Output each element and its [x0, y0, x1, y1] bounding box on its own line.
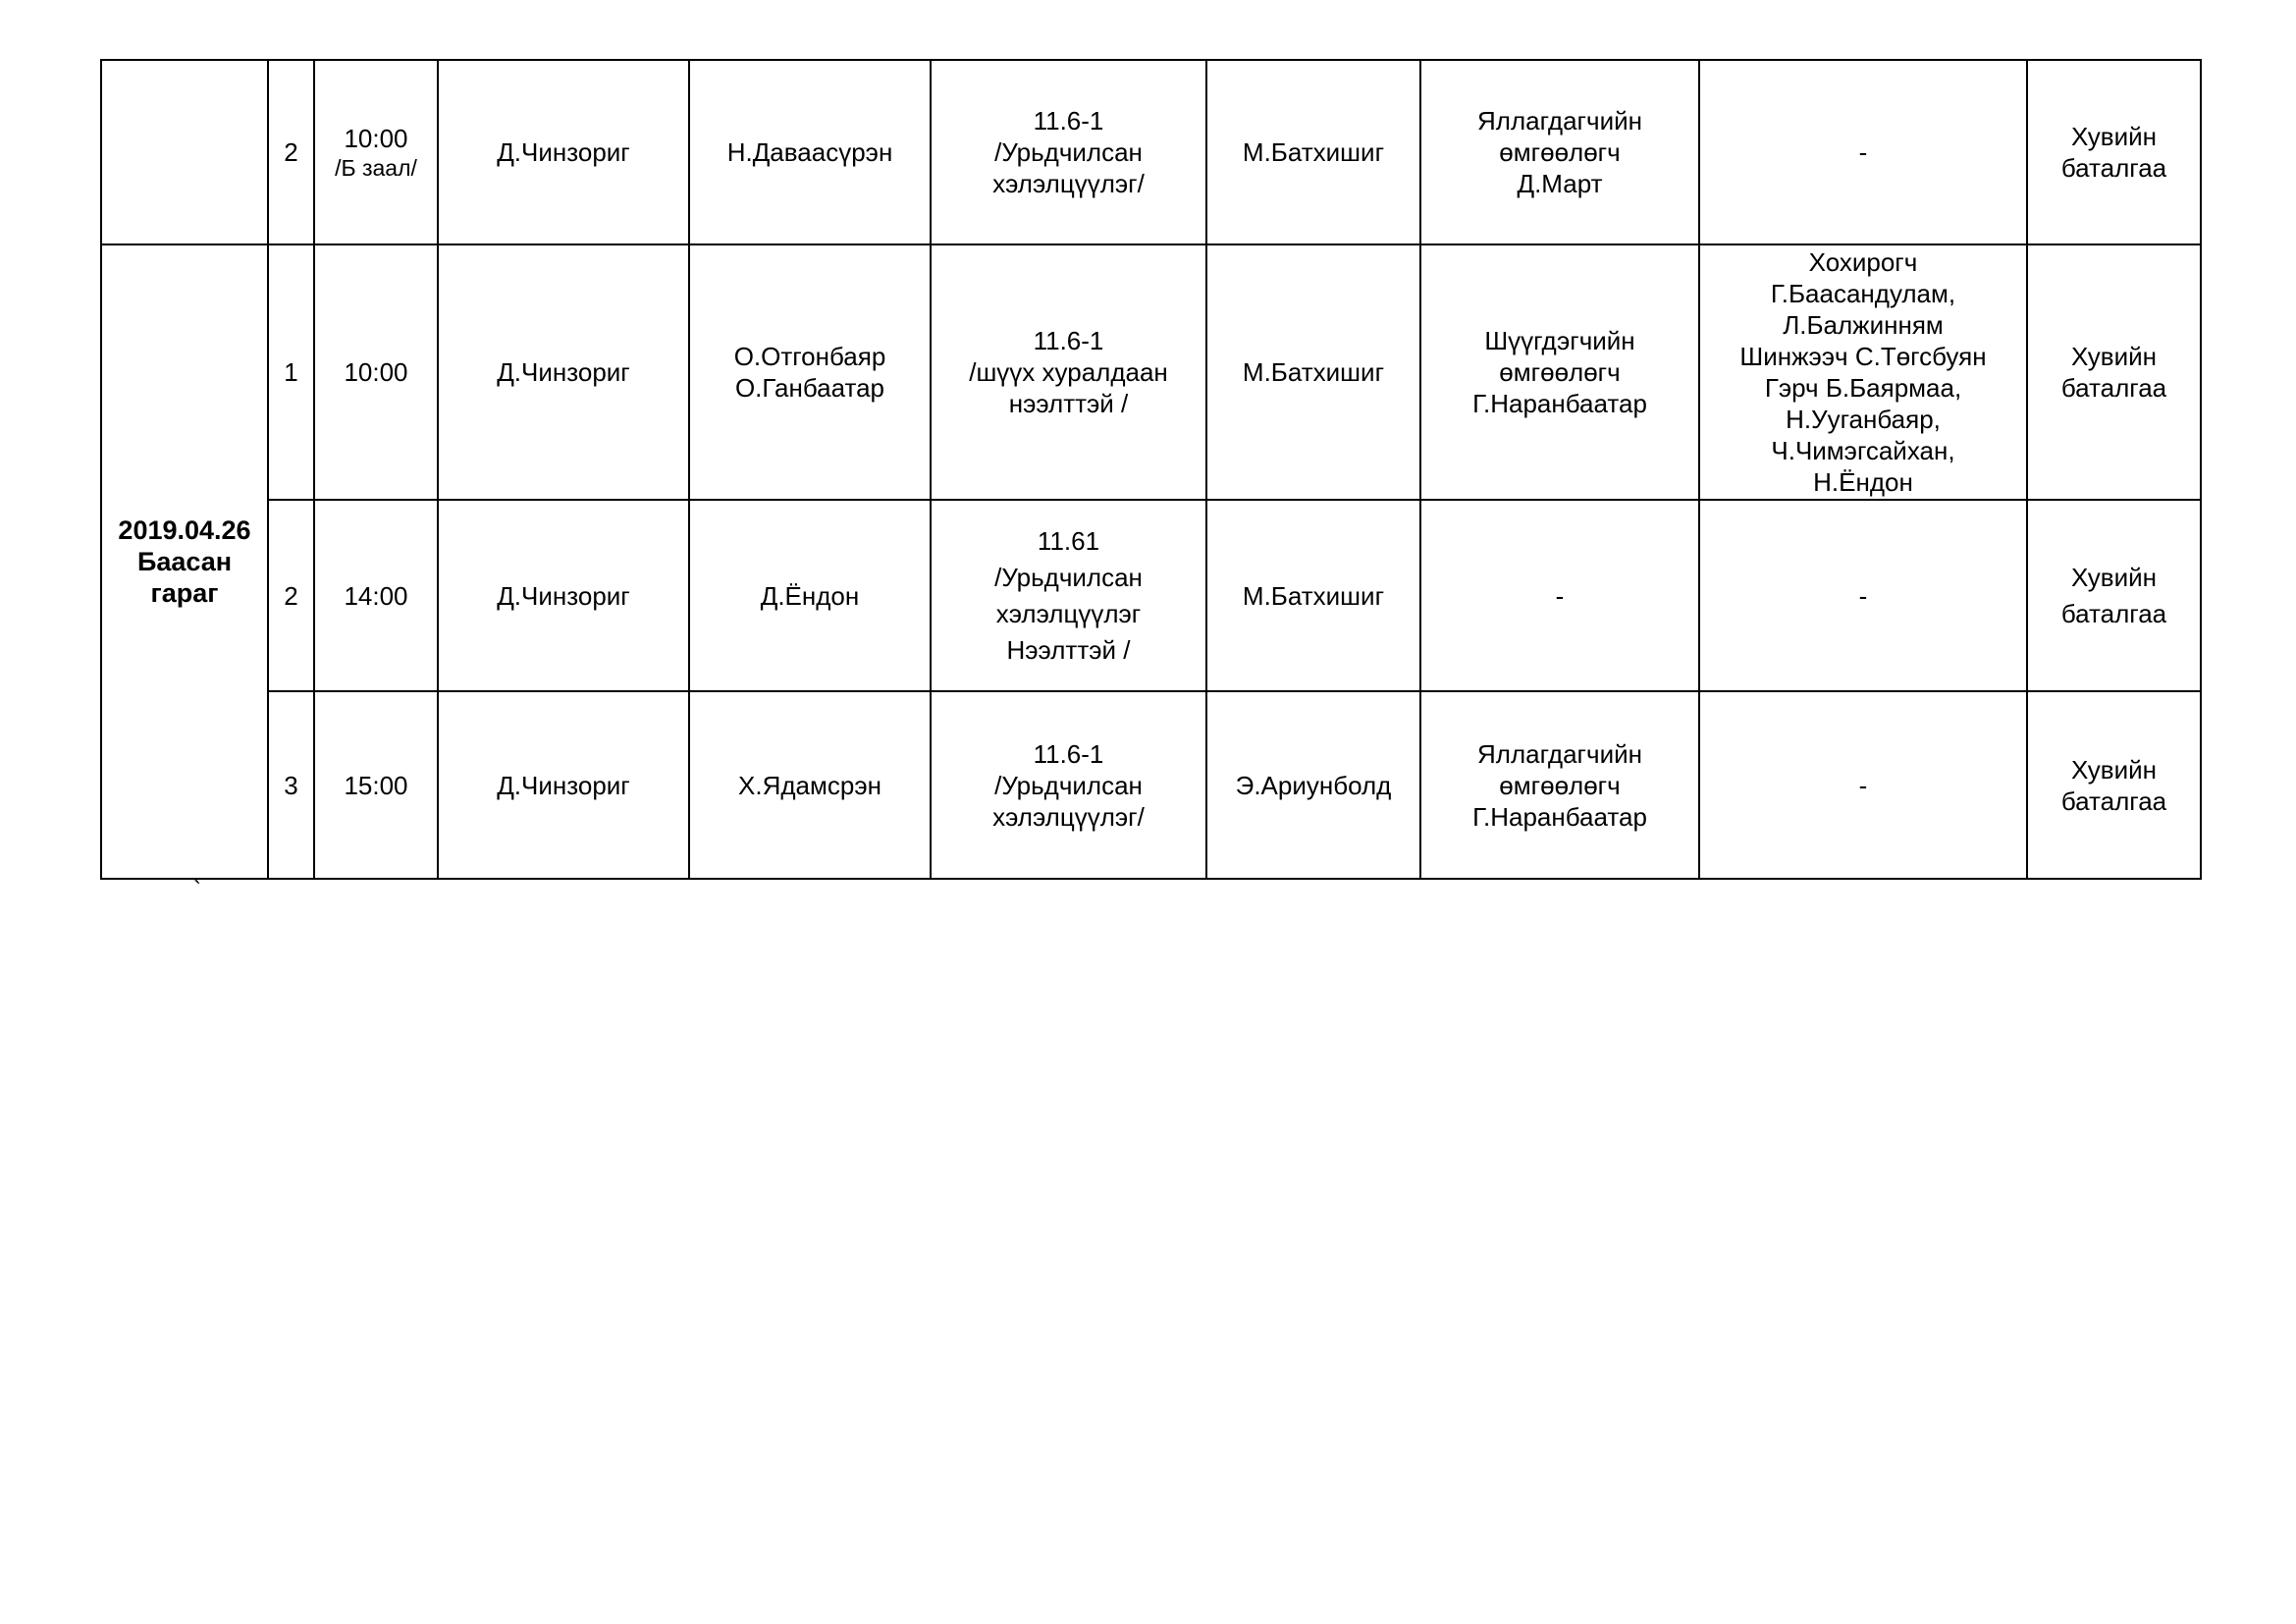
prosecutor-name: Э.Ариунболд [1206, 691, 1420, 879]
defendant-names: Д.Ёндон [689, 500, 931, 691]
defendant-names: О.Отгонбаяр О.Ганбаатар [689, 244, 931, 500]
table-row [101, 500, 2201, 691]
hearing-time: 15:00 [314, 691, 438, 879]
preventive-measure: Хувийн баталгаа [2027, 691, 2201, 879]
prosecutor-name: М.Батхишиг [1206, 244, 1420, 500]
lawyer-info: - [1420, 500, 1699, 691]
defendant-names: Н.Даваасүрэн [689, 60, 931, 244]
lawyer-info: Шүүгдэгчийн өмгөөлөгч Г.Наранбаатар [1420, 244, 1699, 500]
hearing-time: 10:00 [314, 244, 438, 500]
case-number: 2 [268, 60, 314, 244]
preventive-measure: Хувийн баталгаа [2027, 60, 2201, 244]
table-row [101, 60, 2201, 244]
participants-info: - [1699, 60, 2027, 244]
table-row [101, 691, 2201, 879]
preventive-measure: Хувийн баталгаа [2027, 500, 2201, 691]
lawyer-info: Яллагдагчийн өмгөөлөгч Г.Наранбаатар [1420, 691, 1699, 879]
hearing-time: 14:00 [314, 500, 438, 691]
case-number: 2 [268, 500, 314, 691]
judge-name: Д.Чинзориг [438, 691, 689, 879]
article-info: 11.6-1 /Урьдчилсан хэлэлцүүлэг/ [931, 60, 1206, 244]
case-number: 3 [268, 691, 314, 879]
hearing-time: 10:00 /Б заал/ [314, 60, 438, 244]
defendant-names: Х.Ядамсрэн [689, 691, 931, 879]
prosecutor-name: М.Батхишиг [1206, 60, 1420, 244]
stray-mark: ` [193, 877, 201, 903]
prosecutor-name: М.Батхишиг [1206, 500, 1420, 691]
date-cell-empty [101, 60, 268, 244]
judge-name: Д.Чинзориг [438, 500, 689, 691]
article-info: 11.61 /Урьдчилсан хэлэлцүүлэг Нээлттэй / [931, 500, 1206, 691]
hearing-date: 2019.04.26 Баасан гараг [101, 244, 268, 879]
article-info: 11.6-1 /шүүх хуралдаан нээлттэй / [931, 244, 1206, 500]
participants-info: - [1699, 500, 2027, 691]
article-info: 11.6-1 /Урьдчилсан хэлэлцүүлэг/ [931, 691, 1206, 879]
court-schedule-table [100, 59, 2202, 880]
judge-name: Д.Чинзориг [438, 60, 689, 244]
table-row [101, 244, 2201, 500]
participants-info: Хохирогч Г.Баасандулам, Л.Балжинням Шинжээч С.Төгсбуян Гэрч Б.Баярмаа, Н.Ууганбаяр, Ч.Чимэгсайхан, Н.Ёндон [1699, 244, 2027, 500]
case-number: 1 [268, 244, 314, 500]
participants-info: - [1699, 691, 2027, 879]
judge-name: Д.Чинзориг [438, 244, 689, 500]
preventive-measure: Хувийн баталгаа [2027, 244, 2201, 500]
lawyer-info: Яллагдагчийн өмгөөлөгч Д.Март [1420, 60, 1699, 244]
